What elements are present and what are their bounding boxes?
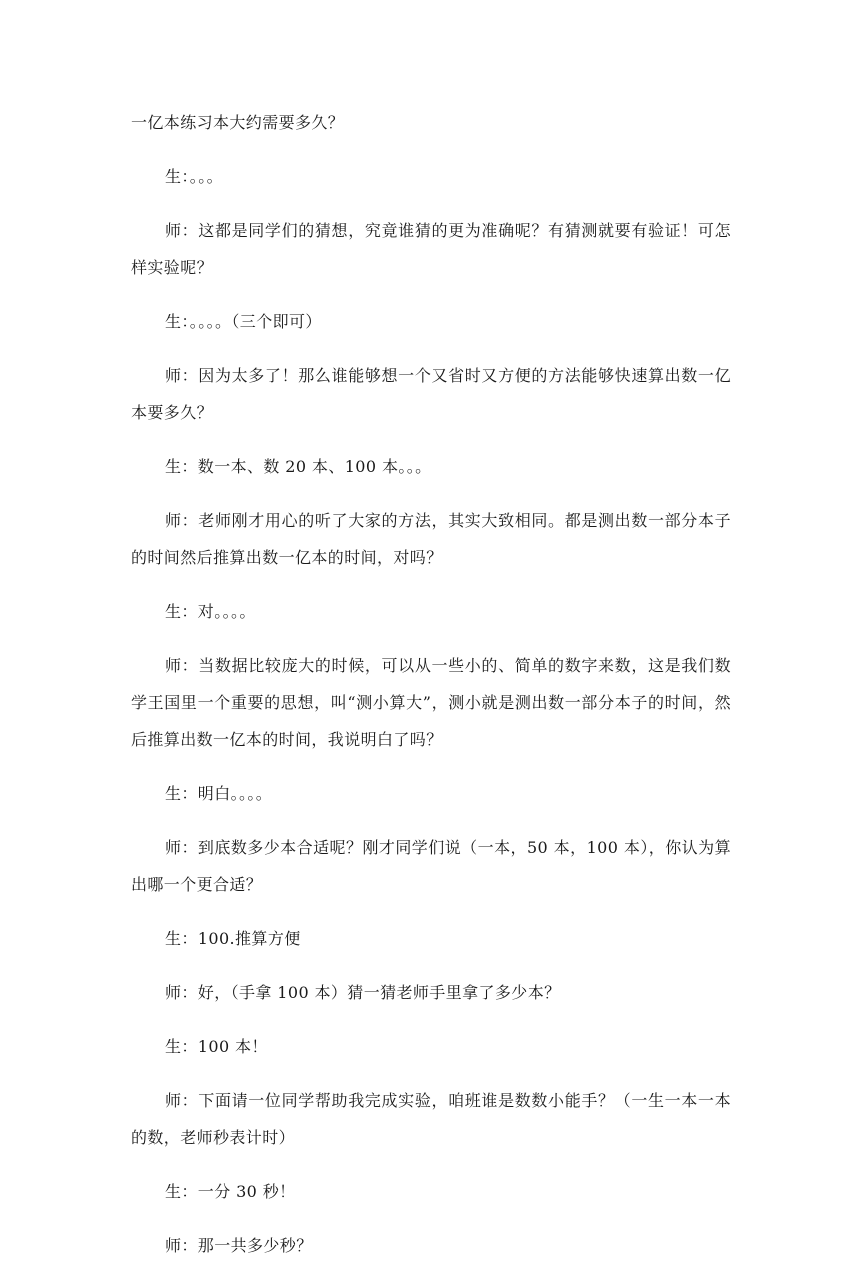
paragraph-student: 生：。。。 bbox=[165, 167, 224, 186]
paragraph-student: 生：。。。。（三个即可） bbox=[165, 312, 322, 331]
paragraph-student: 生：明白。。。。 bbox=[165, 784, 273, 803]
paragraph-teacher: 师：下面请一位同学帮助我完成实验，咱班谁是数数小能手？（一生一本一本的数，老师秒表计时） bbox=[131, 1091, 731, 1147]
paragraph-teacher: 师：因为太多了！那么谁能够想一个又省时又方便的方法能够快速算出数一亿本要多久？ bbox=[131, 366, 731, 422]
paragraph-teacher: 师：好，（手拿 100 本）猜一猜老师手里拿了多少本？ bbox=[165, 983, 561, 1002]
paragraph-student: 生：对。。。。 bbox=[165, 602, 256, 621]
paragraph-teacher: 师：到底数多少本合适呢？刚才同学们说（一本，50 本，100 本），你认为算出哪一个更合适？ bbox=[131, 838, 731, 894]
document-page bbox=[131, 104, 731, 1264]
paragraph-student: 生：100.推算方便 bbox=[165, 929, 301, 948]
paragraph-student: 生：100 本！ bbox=[165, 1037, 268, 1056]
paragraph-teacher: 师：那一共多少秒？ bbox=[165, 1236, 313, 1255]
paragraph-teacher: 师：当数据比较庞大的时候，可以从一些小的、简单的数字来数，这是我们数学王国里一个重要的思想，叫“测小算大”，测小就是测出数一部分本子的时间，然后推算出数一亿本的时间，我说明白了吗？ bbox=[131, 656, 731, 749]
paragraph-teacher: 师：这都是同学们的猜想，究竟谁猜的更为准确呢？有猜测就要有验证！可怎样实验呢？ bbox=[131, 221, 731, 277]
paragraph-student: 生：一分 30 秒！ bbox=[165, 1182, 296, 1201]
paragraph-student: 生：数一本、数 20 本、100 本。。。 bbox=[165, 457, 432, 476]
paragraph-continuation: 一亿本练习本大约需要多久？ bbox=[131, 113, 345, 132]
paragraph-teacher: 师：老师刚才用心的听了大家的方法，其实大致相同。都是测出数一部分本子的时间然后推算出数一亿本的时间，对吗？ bbox=[131, 511, 731, 567]
